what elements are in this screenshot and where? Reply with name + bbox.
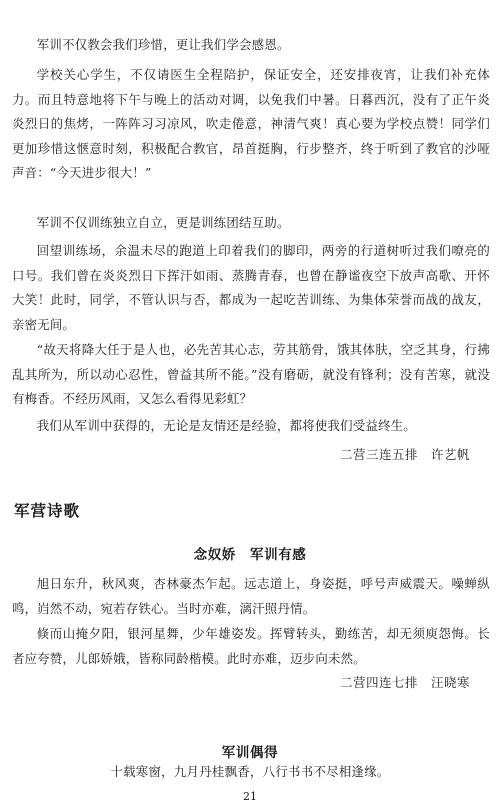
essay-paragraph-4: 回望训练场，余温未尽的跑道上印着我们的脚印，两旁的行道树听过我们嘹亮的口号。我们曾在炎炎烈日下挥汗如雨、蒸腾青春，也曾在静谧夜空下放声高歌、开怀大笑！此时，同学，不管认识与否，都成为一起吃苦训练、为集体荣誉而战的战友，亲密无间。 — [12, 243, 490, 332]
essay-paragraph-5: “故天将降大任于是人也，必先苦其心志，劳其筋骨，饿其体肤，空乏其身，行拂乱其所为，所以动心忍性，曾益其所不能。”没有磨砺，就没有锋利；没有苦寒，就没有梅香。不经历风雨，又怎么看得见彩虹？ — [12, 342, 490, 407]
poem-first-line: 十载寒窗，九月丹桂飘香，八行书书不尽相逢缘。 — [110, 764, 390, 779]
essay-paragraph-3: 军训不仅训练独立自立，更是训练团结互助。 — [36, 215, 290, 230]
poem-author-signature: 二营四连七排 汪晓寒 — [340, 675, 470, 690]
essay-paragraph-6: 我们从军训中获得的，无论是友情还是经验，都将使我们受益终生。 — [36, 418, 417, 433]
poem-stanza-1: 旭日东升，秋风爽，杏林豪杰乍起。远志道上，身姿挺，呼号声威震天。噪蝉纵鸣，岿然不动，宛若存铁心。当时亦难，漓汗照丹情。 — [12, 576, 490, 616]
poem-title: 念奴娇 军训有感 — [193, 547, 307, 563]
essay-author-signature: 二营三连五排 许艺帆 — [340, 447, 470, 462]
poem-stanza-2: 倏而山掩夕阳，银河星舞，少年雄姿发。挥臂转头，勤练苦，却无须庾怨悔。长者应夸赞，儿郎娇娥，皆称同龄楷模。此时亦难，迈步向未然。 — [12, 626, 490, 666]
essay-paragraph-2: 学校关心学生，不仅请医生全程陪护，保证安全，还安排夜宵，让我们补充体力。而且特意地将下午与晚上的活动对调，以免我们中暑。日暮西沉，没有了正午炎炎烈日的焦烤，一阵阵习习凉风，吹走倦意，神清气爽！真心要为学校点赞！同学们更加珍惜这惬意时刻，积极配合教官，昂首挺胸，行步整齐，终于听到了教官的沙哑声音：“今天进步很大！” — [12, 67, 490, 181]
section-heading: 军营诗歌 — [14, 502, 81, 520]
essay-paragraph-1: 军训不仅教会我们珍惜，更让我们学会感恩。 — [36, 37, 290, 52]
poem-title-2: 军训偶得 — [221, 745, 279, 761]
page-number: 21 — [243, 790, 257, 803]
